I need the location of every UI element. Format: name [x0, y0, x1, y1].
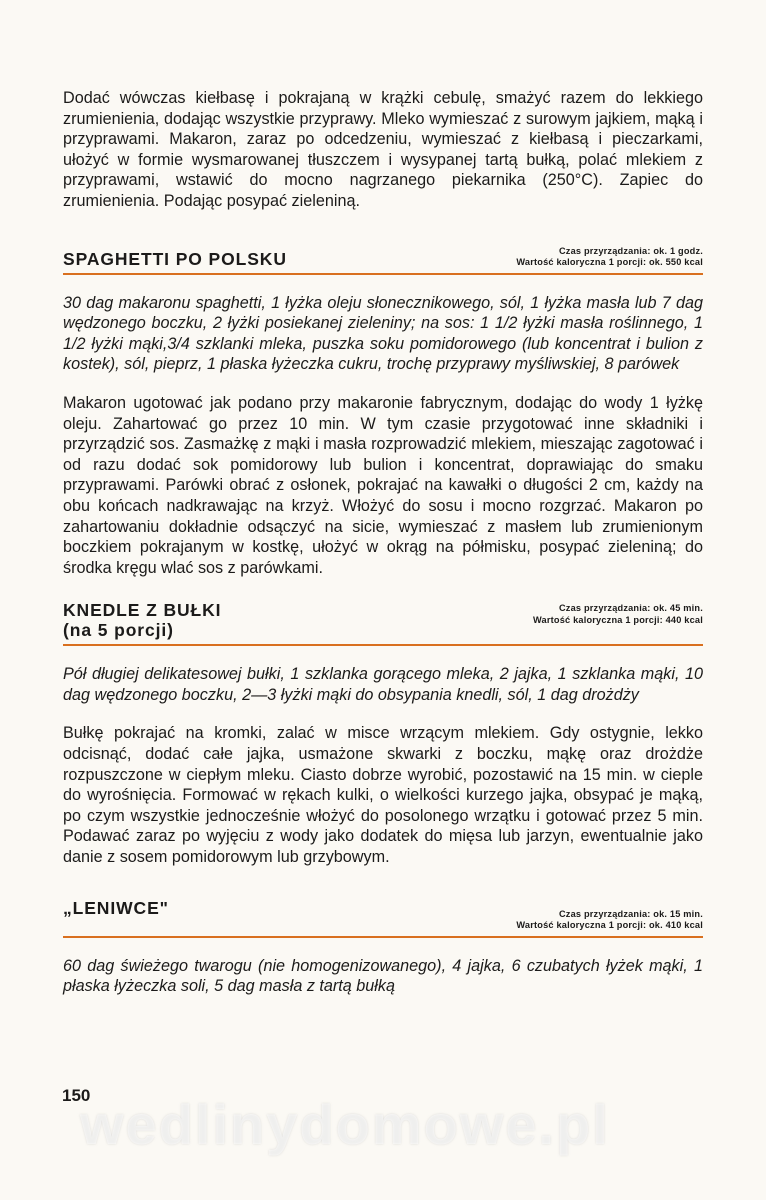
recipe-calories: Wartość kaloryczna 1 porcji: ok. 410 kcal: [516, 920, 703, 931]
recipe-header: [63, 898, 703, 938]
recipe-time: Czas przyrządzania: ok. 15 min.: [558, 908, 703, 919]
intro-paragraph: Dodać wówczas kiełbasę i pokrajaną w krążki cebulę, smażyć razem do lekkiego zrumienienia, dodając wszystkie przyprawy. Mleko wymieszać z surowym jajkiem, mąką i przyprawami. Makaron, zaraz po odcedzeniu, wymieszać z kiełbasą i pieczarkami, ułożyć w formie wysmarowanej tłuszczem i wysypanej tartą bułką, polać mlekiem z przyprawami, wstawić do mocno nagrzanego piekarnika (250°C). Zapiec do zrumienienia. Podając posypać zieleniną.: [63, 89, 703, 210]
recipe-title: KNEDLE Z BUŁKI: [63, 600, 222, 621]
page-content: [63, 88, 703, 997]
recipe-ingredients: 30 dag makaronu spaghetti, 1 łyżka oleju słonecznikowego, sól, 1 łyżka masła lub 7 dag wędzonego boczku, 2 łyżki posiekanej zieleniny; na sos: 1 1/2 łyżki masła roślinnego, 1 1/2 łyżki mąki,3/4 szklanki mleka, puszka soku pomidorowego (lub koncentrat i bulion z kostek), sól, pieprz, 1 płaska łyżeczka cukru, trochę przyprawy myśliwskiej, 8 parówek: [63, 293, 703, 374]
watermark: wedlinydomowe.pl: [80, 1093, 610, 1156]
recipe-title-block: [63, 600, 221, 640]
recipe-ingredients: 60 dag świeżego twarogu (nie homogenizowanego), 4 jajka, 6 czubatych łyżek mąki, 1 płaska łyżeczka soli, 5 dag masła z tartą bułką: [63, 956, 703, 996]
recipe-time: Czas przyrządzania: ok. 45 min.: [558, 603, 703, 614]
recipe-meta: [533, 603, 703, 640]
recipe-time: Czas przyrządzania: ok. 1 godz.: [558, 245, 703, 256]
recipe-leniwce: [63, 898, 703, 997]
recipe-header: [63, 600, 703, 646]
recipe-ingredients: Pół długiej delikatesowej bułki, 1 szklanka gorącego mleka, 2 jajka, 1 szklanka mąki, 10 dag wędzonego boczku, 2—3 łyżki mąki do obsypania knedli, sól, 1 dag drożdży: [63, 665, 703, 704]
recipe-subtitle: (na 5 porcji): [63, 620, 174, 641]
recipe-knedle: [63, 600, 703, 867]
recipe-title: SPAGHETTI PO POLSKU: [63, 248, 287, 269]
recipe-method: Bułkę pokrajać na kromki, zalać w misce wrzącym mlekiem. Gdy ostygnie, lekko odcisnąć, dodać całe jajka, usmażone skwarki z boczku, mąkę oraz drożdże rozpuszczone w ciepłym mleku. Ciasto dobrze wyrobić, pozostawić na 15 min. w cieple do wyrośnięcia. Formować w rękach kulki, o wielkości kurzego jajka, obsypać je mąką, po czym wszystkie jednocześnie włożyć do posolonego wrzątku i gotować przez 5 min. Podawać zaraz po wyjęciu z wody jako dodatek do mięsa lub jarzyn, ewentualnie jako danie z sosem pomidorowym lub grzybowym.: [63, 724, 703, 867]
recipe-meta: [516, 246, 703, 269]
recipe-method: Makaron ugotować jak podano przy makaronie fabrycznym, dodając do wody 1 łyżkę oleju. Zahartować go przez 10 min. W tym czasie przygotować inne składniki i przyrządzić sos. Zasmażkę z mąki i masła rozprowadzić mlekiem, mieszając zagotować i od razu dodać sok pomidorowy lub bulion i koncentrat, doprawiając do smaku przyprawami. Parówki obrać z osłonek, pokrajać na kawałki o długości 2 cm, każdy na obu końcach nadkrawając na krzyż. Włożyć do sosu i mocno rozgrzać. Makaron po zahartowaniu dokładnie odsączyć na sicie, wymieszać z masłem lub zrumienionym boczkiem pokrajanym w kostkę, ułożyć w okrąg na półmisku, posypać zieleniną; do środka kręgu wlać sos z parówkami.: [63, 393, 703, 577]
recipe-title: „LENIWCE": [63, 897, 169, 918]
recipe-calories: Wartość kaloryczna 1 porcji: 440 kcal: [533, 614, 703, 625]
recipe-spaghetti: [63, 246, 703, 579]
recipe-calories: Wartość kaloryczna 1 porcji: ok. 550 kcal: [516, 257, 703, 268]
page-number: 150: [62, 1086, 91, 1105]
recipe-meta: [516, 909, 703, 932]
recipe-header: [63, 246, 703, 275]
